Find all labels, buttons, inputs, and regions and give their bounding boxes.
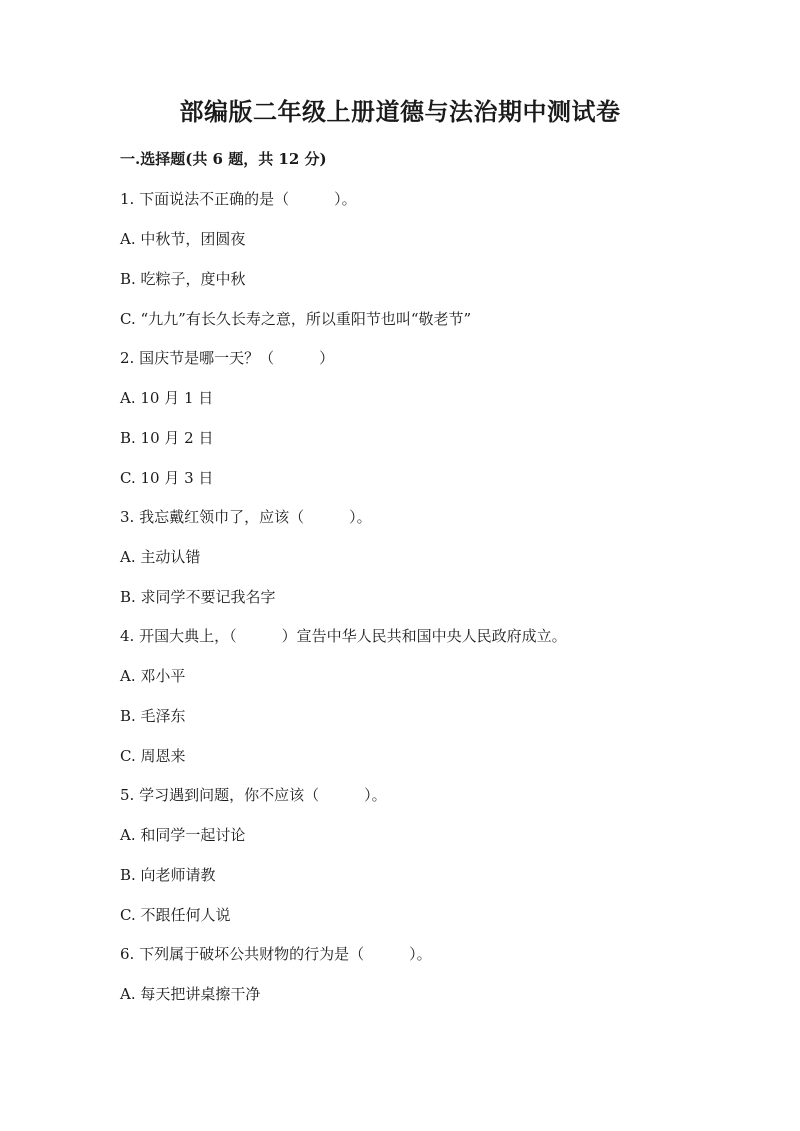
- question-option: B. 向老师请教: [120, 866, 216, 884]
- question-option: B. 求同学不要记我名字: [120, 588, 276, 606]
- section-heading: 一.选择题(共 6 题，共 12 分): [120, 150, 327, 168]
- question-option: C. “九九”有长久长寿之意，所以重阳节也叫“敬老节”: [120, 310, 472, 328]
- question-option: A. 和同学一起讨论: [120, 826, 246, 844]
- question-option: C. 不跟任何人说: [120, 906, 231, 924]
- question-option: A. 10 月 1 日: [120, 389, 214, 407]
- question-option: A. 每天把讲桌擦干净: [120, 985, 261, 1003]
- question-stem: 3. 我忘戴红领巾了，应该（ ）。: [120, 508, 372, 526]
- question-option: C. 10 月 3 日: [120, 469, 214, 487]
- question-option: A. 主动认错: [120, 548, 201, 566]
- question-option: B. 毛泽东: [120, 707, 186, 725]
- question-stem: 5. 学习遇到问题，你不应该（ ）。: [120, 786, 387, 804]
- page-title: 部编版二年级上册道德与法治期中测试卷: [179, 97, 621, 126]
- question-option: B. 10 月 2 日: [120, 429, 214, 447]
- question-option: B. 吃粽子，度中秋: [120, 270, 246, 288]
- question-stem: 6. 下列属于破坏公共财物的行为是（ ）。: [120, 945, 432, 963]
- question-stem: 2. 国庆节是哪一天？（ ）: [120, 349, 335, 367]
- question-stem: 4. 开国大典上，（ ）宣告中华人民共和国中央人民政府成立。: [120, 627, 567, 645]
- question-stem: 1. 下面说法不正确的是（ ）。: [120, 190, 357, 208]
- question-option: C. 周恩来: [120, 747, 186, 765]
- question-option: A. 中秋节，团圆夜: [120, 230, 246, 248]
- question-option: A. 邓小平: [120, 667, 186, 685]
